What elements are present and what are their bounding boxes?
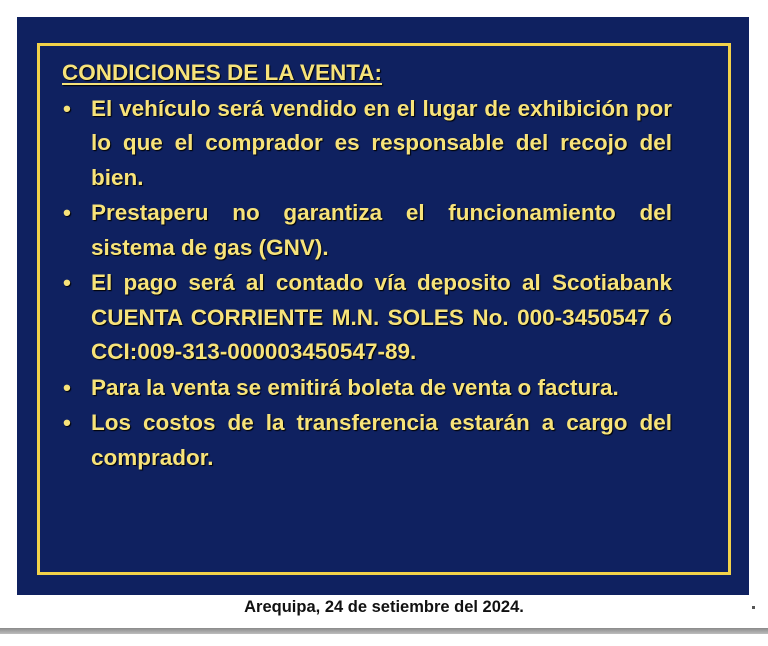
conditions-list [62, 92, 672, 476]
conditions-content [62, 56, 672, 476]
condition-text: Los costos de la transferencia estarán a cargo del comprador. [91, 410, 672, 470]
condition-text: Para la venta se emitirá boleta de venta o factura. [91, 374, 619, 400]
condition-item [62, 92, 672, 196]
condition-item [62, 266, 672, 370]
condition-text: El pago será al contado vía deposito al Scotiabank CUENTA CORRIENTE M.N. SOLES No. 000-3450547 ó CCI:009-313-000003450547-89. [91, 270, 672, 364]
condition-item [62, 371, 672, 406]
bottom-rule [0, 628, 768, 634]
condition-item [62, 196, 672, 265]
footer [0, 598, 768, 617]
conditions-heading: CONDICIONES DE LA VENTA: [62, 60, 383, 85]
place-date-text: Arequipa, 24 de setiembre del 2024. [244, 598, 524, 616]
bullet-icon: • [63, 270, 71, 295]
corner-mark [752, 606, 755, 609]
condition-text: Prestaperu no garantiza el funcionamiento del sistema de gas (GNV). [91, 200, 672, 260]
bullet-icon: • [63, 200, 71, 225]
condition-text: El vehículo será vendido en el lugar de exhibición por lo que el comprador es responsable del recojo del bien. [91, 95, 672, 190]
bullet-icon: • [63, 410, 71, 435]
bullet-icon: • [63, 95, 71, 121]
bullet-icon: • [63, 374, 71, 400]
condition-item [62, 406, 672, 475]
